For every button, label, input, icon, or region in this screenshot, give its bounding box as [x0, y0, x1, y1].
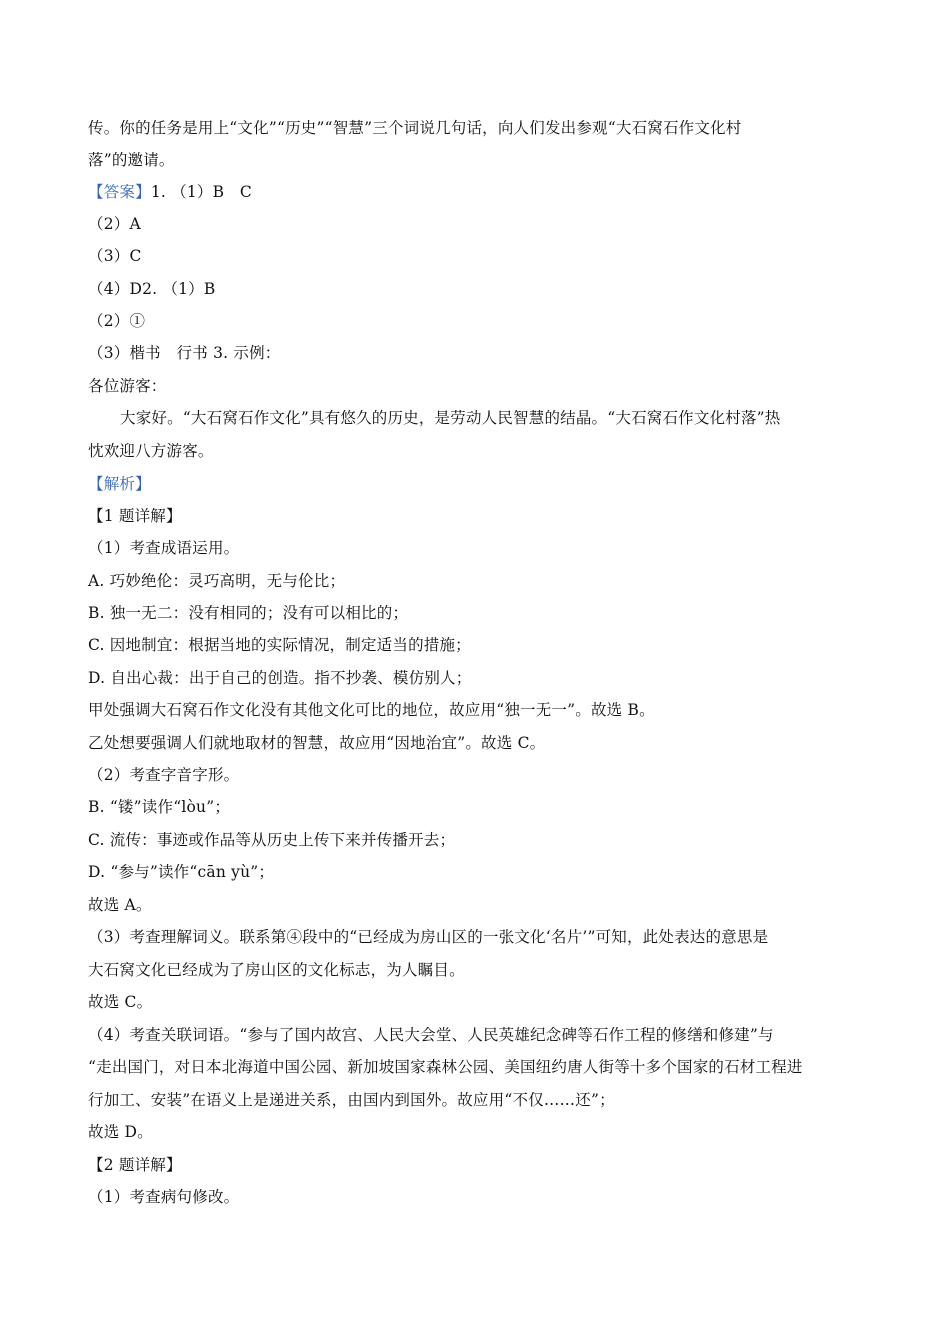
text-line: D. “参与”读作“cān yù”； [88, 863, 275, 881]
text-line: 故选 A。 [88, 896, 152, 914]
text-line: （2）考查字音字形。 [88, 766, 240, 784]
text-line: 乙处想要强调人们就地取材的智慧，故应用“因地治宜”。故选 C。 [88, 734, 546, 752]
answer-line [88, 181, 878, 203]
text-line: （2）A [88, 215, 141, 233]
text-line: 行加工、安装”在语义上是递进关系，由国内到国外。故应用“不仅……还”； [88, 1091, 615, 1109]
answer-tag: 【答案】 [88, 183, 151, 201]
text-line: （2）① [88, 312, 146, 330]
text-line: （3）楷书 行书 3. 示例： [88, 344, 281, 362]
text-line: C. 因地制宜：根据当地的实际情况，制定适当的措施； [88, 636, 471, 654]
section-heading: 【1 题详解】 [88, 507, 182, 525]
text-line: 甲处强调大石窝石作文化没有其他文化可比的地位，故应用“独一无一”。故选 B。 [88, 701, 655, 719]
text-line: B. “镂”读作“lòu”； [88, 798, 231, 816]
text-line: 大家好。“大石窝石作文化”具有悠久的历史，是劳动人民智慧的结晶。“大石窝石作文化村落”热 [120, 409, 781, 427]
text-line: （1）考查成语运用。 [88, 539, 240, 557]
text-line: A. 巧妙绝伦：灵巧高明，无与伦比； [88, 572, 346, 590]
text-line: （4）D2. （1）B [88, 280, 216, 298]
text-line: D. 自出心裁：出于自己的创造。指不抄袭、模仿别人； [88, 669, 472, 687]
text-line: （4）考查关联词语。“参与了国内故宫、人民大会堂、人民英雄纪念碑等石作工程的修缮和修建”与 [88, 1026, 774, 1044]
text-line: （3）C [88, 247, 142, 265]
text-line: 故选 D。 [88, 1123, 153, 1141]
answer-text: 1. （1）B C [150, 183, 252, 201]
text-line: 忱欢迎八方游客。 [88, 442, 214, 460]
text-line: （3）考查理解词义。联系第④段中的“已经成为房山区的一张文化‘名片’”可知，此处表达的意思是 [88, 928, 769, 946]
analysis-tag: 【解析】 [88, 475, 151, 493]
text-line: 各位游客： [88, 377, 167, 395]
text-line: 落”的邀请。 [88, 151, 175, 169]
text-line: B. 独一无二：没有相同的；没有可以相比的； [88, 604, 409, 622]
text-line: “走出国门，对日本北海道中国公园、新加坡国家森林公园、美国纽约唐人街等十多个国家的石材工程进 [88, 1058, 803, 1076]
section-heading: 【2 题详解】 [88, 1156, 182, 1174]
text-line: C. 流传：事迹或作品等从历史上传下来并传播开去； [88, 831, 456, 849]
text-line: （1）考查病句修改。 [88, 1188, 240, 1206]
text-line: 大石窝文化已经成为了房山区的文化标志，为人瞩目。 [88, 961, 465, 979]
text-line: 故选 C。 [88, 993, 153, 1011]
text-line: 传。你的任务是用上“文化”“历史”“智慧”三个词说几句话，向人们发出参观“大石窝石作文化村 [88, 119, 742, 137]
